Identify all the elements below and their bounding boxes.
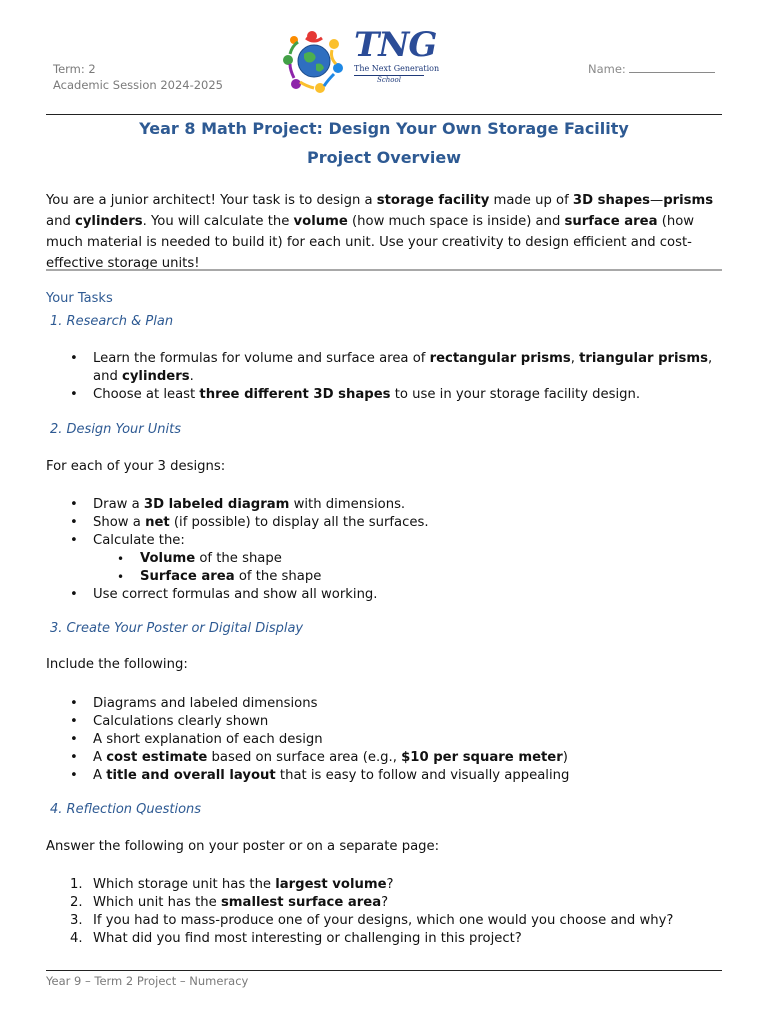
- item-text: [93, 895, 388, 910]
- list-item: [46, 532, 726, 586]
- bold-text: cylinders: [122, 369, 190, 384]
- item-text: [93, 931, 522, 946]
- bold-text: triangular prisms: [579, 351, 708, 366]
- section-4-lead: Answer the following on your poster or on a separate page:: [46, 839, 440, 854]
- item-number: 2.: [70, 895, 83, 910]
- list-item: [46, 930, 726, 948]
- text-run: Calculate the:: [93, 533, 185, 548]
- text-run: (how much material is needed to build it) for each unit. Use your creativity to design efficient and cost-effective storage units!: [46, 214, 695, 271]
- text-run: If you had to mass-produce one of your designs, which one would you choose and why?: [93, 913, 674, 928]
- list-item: [46, 514, 726, 532]
- text-run: (if possible) to display all the surfaces.: [169, 515, 429, 530]
- bold-text: rectangular prisms: [429, 351, 571, 366]
- logo-wordmark: [354, 26, 439, 84]
- section-3-heading: 3. Create Your Poster or Digital Display: [50, 621, 304, 636]
- sub-list-item: [93, 550, 726, 568]
- section-2-list: [46, 496, 726, 604]
- text-run: A: [93, 768, 107, 783]
- section-2-heading: 2. Design Your Units: [50, 422, 181, 437]
- text-run: of the shape: [234, 569, 322, 584]
- section-2-lead: For each of your 3 designs:: [46, 459, 226, 474]
- text-run: You are a junior architect! Your task is to design a: [46, 193, 377, 208]
- text-run: . You will calculate the: [142, 214, 294, 229]
- globe-logo-icon: [276, 24, 356, 100]
- project-subtitle: Project Overview: [307, 148, 461, 167]
- list-item: [46, 894, 726, 912]
- footer-divider: [46, 970, 722, 971]
- bold-text: surface area: [564, 214, 658, 229]
- bold-text: title and overall layout: [106, 768, 276, 783]
- item-number: 3.: [70, 913, 83, 928]
- bold-text: prisms: [663, 193, 714, 208]
- name-blank-line[interactable]: [629, 61, 715, 73]
- text-run: —: [650, 193, 664, 208]
- bold-text: storage facility: [376, 193, 490, 208]
- page-footer: Year 9 – Term 2 Project – Numeracy: [46, 974, 249, 988]
- logo-title: TNG: [354, 25, 437, 65]
- text-run: that is easy to follow and visually appealing: [275, 768, 570, 783]
- item-number: 1.: [70, 877, 83, 892]
- text-run: ?: [381, 895, 389, 910]
- text-run: Learn the formulas for volume and surface area of: [93, 351, 430, 366]
- section-3-list: [46, 695, 726, 785]
- text-run: Which unit has the: [93, 895, 221, 910]
- section-divider: [46, 269, 722, 271]
- text-run: and: [46, 214, 76, 229]
- text-run: , and: [93, 351, 713, 384]
- name-field[interactable]: [588, 61, 715, 76]
- item-text: [93, 877, 394, 892]
- text-run: A: [93, 750, 107, 765]
- text-run: with dimensions.: [289, 497, 406, 512]
- section-4-heading: 4. Reflection Questions: [50, 802, 202, 817]
- text-run: to use in your storage facility design.: [390, 387, 641, 402]
- item-text: [93, 913, 673, 928]
- list-item: [46, 876, 726, 894]
- text-run: Which storage unit has the: [93, 877, 276, 892]
- list-item: [46, 496, 726, 514]
- header-info: [53, 61, 223, 93]
- bold-text: $10 per square meter: [401, 750, 563, 765]
- text-run: ,: [570, 351, 580, 366]
- list-item: [46, 912, 726, 930]
- text-run: (how much space is inside) and: [347, 214, 565, 229]
- session-label: Academic Session 2024-2025: [53, 78, 224, 92]
- text-run: of the shape: [195, 551, 282, 566]
- bold-text: volume: [293, 214, 348, 229]
- list-item: [46, 695, 726, 713]
- section-1-list: [46, 350, 726, 404]
- text-run: Show a: [93, 515, 146, 530]
- header-divider: [46, 114, 722, 115]
- text-run: Diagrams and labeled dimensions: [93, 696, 318, 711]
- list-item: [46, 731, 726, 749]
- text-run: Use correct formulas and show all working.: [93, 587, 378, 602]
- text-run: .: [189, 369, 194, 384]
- bold-text: cost estimate: [106, 750, 208, 765]
- text-run: ): [562, 750, 568, 765]
- reflection-questions-list: [46, 876, 726, 948]
- logo-subtitle: The Next Generation: [354, 64, 440, 73]
- bold-text: 3D shapes: [572, 193, 651, 208]
- bold-text: Volume: [140, 551, 196, 566]
- list-item: [46, 350, 726, 386]
- text-run: Choose at least: [93, 387, 200, 402]
- project-title: Year 8 Math Project: Design Your Own Storage Facility: [139, 119, 629, 138]
- text-run: ?: [386, 877, 394, 892]
- bold-text: net: [145, 515, 170, 530]
- section-3-lead: Include the following:: [46, 657, 188, 672]
- item-number: 4.: [70, 931, 83, 946]
- text-run: Draw a: [93, 497, 144, 512]
- bold-text: smallest surface area: [220, 895, 382, 910]
- list-item: [46, 386, 726, 404]
- sub-list-item: [93, 568, 726, 586]
- list-item: [46, 713, 726, 731]
- list-item-text: [93, 533, 185, 548]
- intro-paragraph: [46, 190, 726, 274]
- bold-text: cylinders: [75, 214, 143, 229]
- bold-text: 3D labeled diagram: [143, 497, 290, 512]
- text-run: What did you find most interesting or challenging in this project?: [93, 931, 522, 946]
- text-run: Calculations clearly shown: [93, 714, 269, 729]
- name-label: Name:: [588, 62, 626, 76]
- bold-text: Surface area: [140, 569, 235, 584]
- text-run: made up of: [489, 193, 573, 208]
- bold-text: largest volume: [275, 877, 387, 892]
- term-label: Term: 2: [53, 62, 96, 76]
- tasks-heading: Your Tasks: [46, 291, 113, 306]
- list-item: [46, 767, 726, 785]
- list-item: [46, 586, 726, 604]
- list-item: [46, 749, 726, 767]
- section-2-sublist: [93, 550, 726, 586]
- bold-text: three different 3D shapes: [199, 387, 391, 402]
- text-run: A short explanation of each design: [93, 732, 323, 747]
- logo-school: School: [377, 76, 401, 84]
- section-1-heading: 1. Research & Plan: [50, 314, 174, 329]
- text-run: based on surface area (e.g.,: [207, 750, 402, 765]
